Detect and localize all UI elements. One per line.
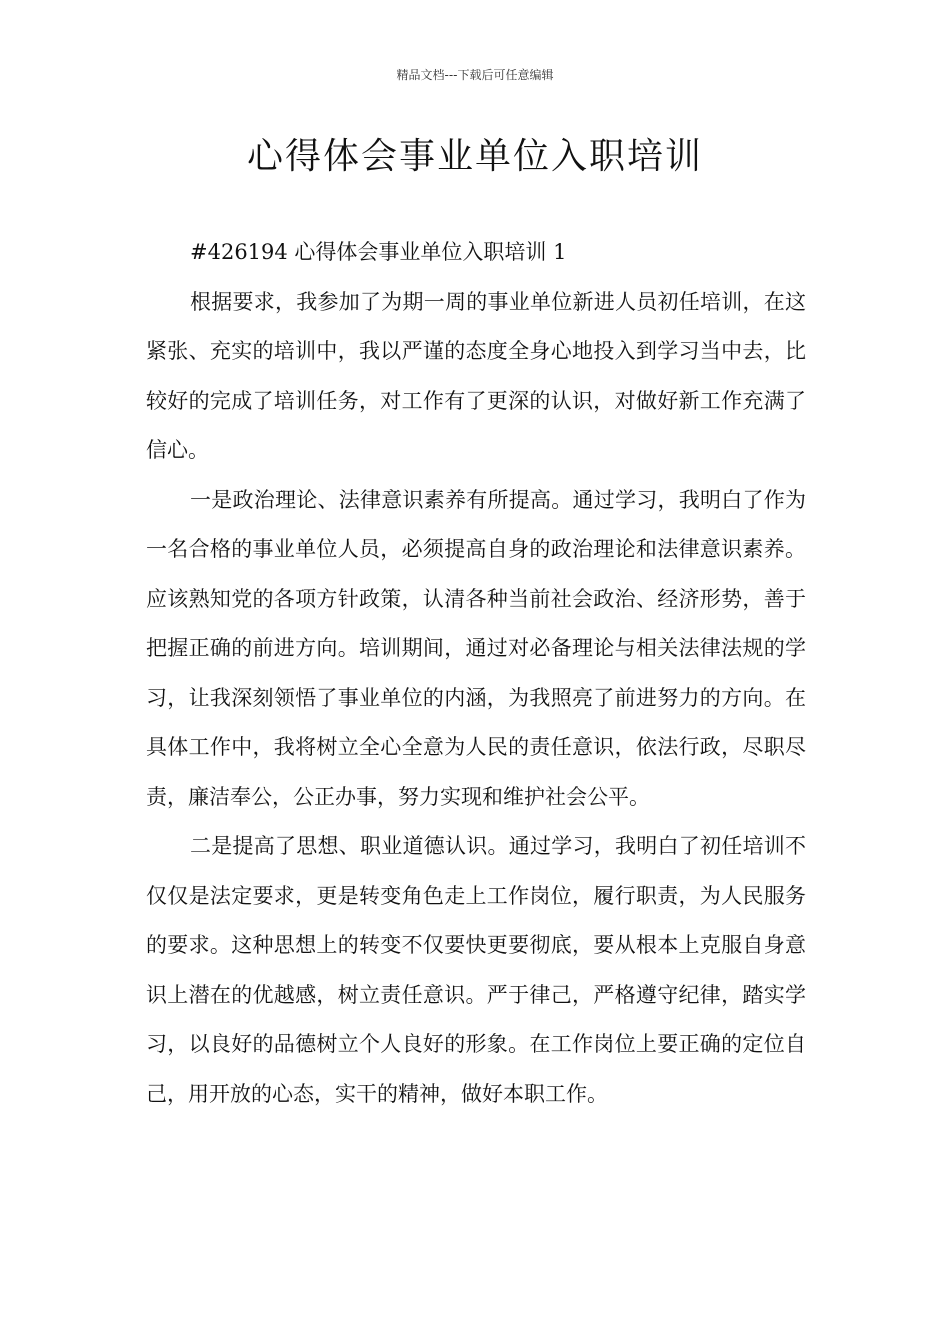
document-title: 心得体会事业单位入职培训	[246, 136, 703, 177]
document-body	[146, 228, 806, 1119]
document-subtitle: #426194 心得体会事业单位入职培训 1	[190, 240, 567, 264]
paragraph-intro: 根据要求，我参加了为期一周的事业单位新进人员初任培训，在这紧张、充实的培训中，我以严谨的态度全身心地投入到学习当中去，比较好的完成了培训任务，对工作有了更深的认识，对做好新工作充满了信心。	[146, 289, 806, 462]
paragraph-point-one: 一是政治理论、法律意识素养有所提高。通过学习，我明白了作为一名合格的事业单位人员，必须提高自身的政治理论和法律意识素养。应该熟知党的各项方针政策，认清各种当前社会政治、经济形势，善于把握正确的前进方向。培训期间，通过对必备理论与相关法律法规的学习，让我深刻领悟了事业单位的内涵，为我照亮了前进努力的方向。在具体工作中，我将树立全心全意为人民的责任意识，依法行政，尽职尽责，廉洁奉公，公正办事，努力实现和维护社会公平。	[146, 487, 806, 809]
paragraph-point-two: 二是提高了思想、职业道德认识。通过学习，我明白了初任培训不仅仅是法定要求，更是转变角色走上工作岗位，履行职责，为人民服务的要求。这种思想上的转变不仅要快更要彻底，要从根本上克服自身意识上潜在的优越感，树立责任意识。严于律己，严格遵守纪律，踏实学习，以良好的品德树立个人良好的形象。在工作岗位上要正确的定位自己，用开放的心态，实干的精神，做好本职工作。	[146, 834, 806, 1106]
header-note: 精品文档---下载后可任意编辑	[396, 68, 554, 82]
